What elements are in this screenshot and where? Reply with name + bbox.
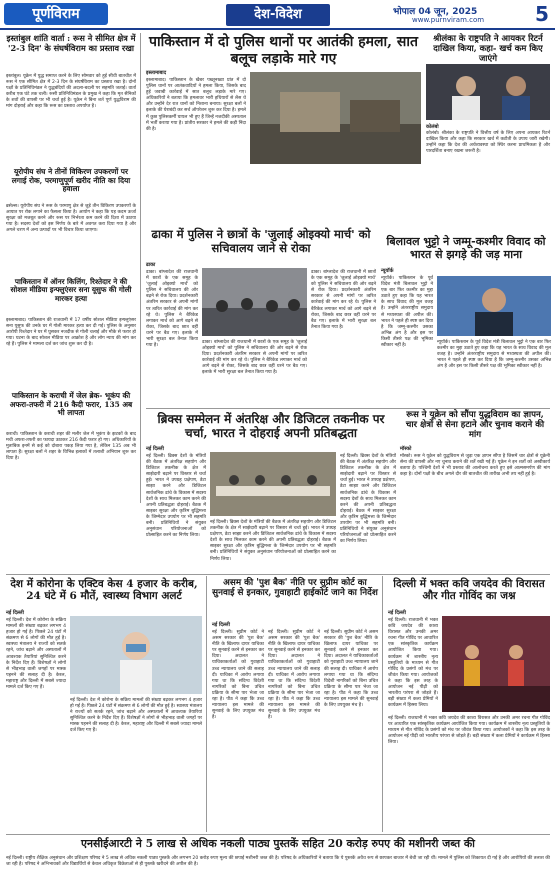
byline-jaydev: नई दिल्ली: [388, 610, 406, 616]
article-body-bilawal-cont: न्यूयॉर्क। पाकिस्तान के पूर्व विदेश मंत्री बिलावल भुट्टो ने एक बार फिर कश्मीर का मुद्दा उठाते हुए कहा कि यह भारत के साथ विवाद की मूल वजह है। उन्होंने अंतरराष्ट्रीय समुदाय से मध्यस्थता की अपील की। भारत ने पहले ही स्पष्ट कर दिया है कि जम्मू-कश्मीर उसका अभिन्न अंग है और इस पर किसी तीसरे पक्ष की भूमिका स्वीकार नहीं है।: [437, 340, 553, 370]
article-body-assam-col2: नई दिल्ली। सुप्रीम कोर्ट ने असम सरकार की 'पुश बैक' नीति के खिलाफ दायर याचिका पर सुनवाई करने से इनकार कर दिया। अदालत ने याचिकाकर्ताओं को गुवाहाटी उच्च न्यायालय जाने की सलाह दी। याचिका में आरोप लगाया गया था कि संदिग्ध विदेशी नागरिकों को बिना उचित प्रक्रिया के सीमा पार भेजा जा रहा है। पीठ ने कहा कि उच्च न्यायालय इस मामले की सुनवाई के लिए उपयुक्त मंच है।: [268, 630, 322, 721]
headline-pakistan-police[interactable]: पाकिस्तान में दो पुलिस थानों पर आतंकी हमला, सात बलूच लड़ाके मारे गए: [149, 34, 418, 67]
photo-icon: [210, 452, 336, 516]
photo-icon: [70, 616, 202, 694]
photo-jaydev-dance: [442, 616, 550, 712]
headline-srilanka[interactable]: श्रीलंका के राष्ट्रपति ने आयकर रिटर्न दाखिल किया, कहा- खर्च कम किए जाएंगे: [433, 34, 543, 65]
photo-bilawal: [437, 276, 551, 336]
headline-russia-talks[interactable]: इस्तांबुल शांति वार्ता : रूस ने सीमित क्षेत्र में '2-3 दिन' के संघर्षविराम का प्रस्ताव रखा: [6, 33, 136, 53]
headline-jailbreak[interactable]: पाकिस्तान के कराची में जेल ब्रेक- भूकंप की अफरा-तफरी में 216 कैदी फरार, 135 अब भी लापता: [9, 391, 133, 418]
article-body-srilanka: कोलंबो। श्रीलंका के राष्ट्रपति ने वित्तीय वर्ष के लिए अपना आयकर रिटर्न दाखिल किया और कहा कि सरकार खर्च में कटौती के उपाय जारी रखेगी। उन्होंने कहा कि देश की अर्थव्यवस्था को स्थिर करना प्राथमिकता है और पारदर्शिता बनाए रखना जरूरी है।: [426, 131, 552, 155]
headline-ncert[interactable]: एनसीईआरटी ने 5 लाख से अधिक नकली पाठ्य पुस्तकें सहित 20 करोड़ रुपए की मशीनरी जब्त की: [81, 837, 475, 850]
byline-srilanka: कोलंबो: [426, 124, 439, 130]
article-body-assam: नई दिल्ली। सुप्रीम कोर्ट ने असम सरकार की 'पुश बैक' नीति के खिलाफ दायर याचिका पर सुनवाई करने से इनकार कर दिया। अदालत ने याचिकाकर्ताओं को गुवाहाटी उच्च न्यायालय जाने की सलाह दी। याचिका में आरोप लगाया गया था कि संदिग्ध विदेशी नागरिकों को बिना उचित प्रक्रिया के सीमा पार भेजा जा रहा है। पीठ ने कहा कि उच्च न्यायालय इस मामले की सुनवाई के लिए उपयुक्त मंच है।: [212, 630, 266, 721]
photo-police-station: [250, 72, 421, 164]
photo-icon: [437, 276, 551, 336]
article-body-dhaka-col3: ढाका। बांग्लादेश की राजधानी में छात्रों के एक समूह के 'जुलाई ओइक्यो मार्च' को पुलिस ने सचिवालय की ओर बढ़ने से रोक दिया। प्रदर्शनकारी अंतरिम सरकार से अपनी मांगों पर त्वरित कार्रवाई की मांग कर रहे थे। पुलिस ने बैरिकेड लगाकर मार्च को आगे बढ़ने से रोका, जिसके बाद छात्र वहीं धरने पर बैठ गए। इलाके में भारी सुरक्षा बल तैनात किया गया है।: [311, 270, 378, 330]
byline-dhaka: ढाका: [146, 262, 156, 268]
headline-russia-ukraine[interactable]: रूस ने यूक्रेन को सौंपा युद्धविराम का ज्ञापन, चार क्षेत्रों से सेना हटाने और चुनाव कराने की मांग: [405, 410, 545, 441]
column-divider: [382, 576, 383, 832]
article-body-russia-talks: इस्तांबुल। यूक्रेन में युद्ध समाप्त करने के लिए सोमवार को हुई सीधी बातचीत में रूस ने एक सीमित क्षेत्र में 2-3 दिन के संघर्षविराम का प्रस्ताव रखा है। दोनों पक्षों के प्रतिनिधिमंडल ने युद्धबंदियों की अदला-बदली पर सहमति जताई। वार्ता करीब एक घंटे तक चली। रूसी प्रतिनिधिमंडल के प्रमुख ने कहा कि मृत सैनिकों के शवों की वापसी पर भी चर्चा हुई है। यूक्रेन ने बिना शर्त पूर्ण युद्धविराम की मांग दोहराई और कहा कि रूस का प्रस्ताव अपर्याप्त है।: [6, 74, 138, 110]
article-body-pakistan-police: इस्लामाबाद। पाकिस्तान के खैबर पख्तूनख्वा प्रांत में दो पुलिस थानों पर आतंकवादियों ने हमला किया, जिसके बाद हुई जवाबी कार्रवाई में सात बलूच लड़ाके मारे गए। अधिकारियों ने बताया कि हमलावर भारी हथियारों से लैस थे और उन्होंने देर रात थानों को निशाना बनाया। सुरक्षा बलों ने इलाके की घेराबंदी कर सर्च ऑपरेशन शुरू कर दिया है। हमले में कुछ पुलिसकर्मी घायल भी हुए हैं जिन्हें नजदीकी अस्पताल में भर्ती कराया गया है। प्रांतीय सरकार ने हमले की कड़ी निंदा की है।: [146, 78, 248, 132]
photo-icon: [202, 268, 307, 336]
article-body-jailbreak: कराची। पाकिस्तान के कराची शहर की मलीर जेल में भूकंप के झटकों के बाद मची अफरा-तफरी का फायदा उठाकर 216 कैदी फरार हो गए। अधिकारियों के मुताबिक इनमें से कई को दोबारा पकड़ लिया गया है, लेकिन 135 अब भी लापता हैं। सुरक्षा बलों ने शहर के विभिन्न इलाकों में तलाशी अभियान शुरू कर दिया है।: [6, 432, 138, 462]
headline-bilawal[interactable]: बिलावल भुट्टो ने जम्मू-कश्मीर विवाद को भारत से झगड़े की जड़ माना: [386, 235, 546, 261]
article-body-assam-col3: नई दिल्ली। सुप्रीम कोर्ट ने असम सरकार की 'पुश बैक' नीति के खिलाफ दायर याचिका पर सुनवाई करने से इनकार कर दिया। अदालत ने याचिकाकर्ताओं को गुवाहाटी उच्च न्यायालय जाने की सलाह दी। याचिका में आरोप लगाया गया था कि संदिग्ध विदेशी नागरिकों को बिना उचित प्रक्रिया के सीमा पार भेजा जा रहा है। पीठ ने कहा कि उच्च न्यायालय इस मामले की सुनवाई के लिए उपयुक्त मंच है।: [324, 630, 380, 709]
newspaper-logo[interactable]: पूर्णविराम: [4, 3, 108, 25]
headline-jaydev[interactable]: दिल्ली में भक्त कवि जयदेव की विरासत और गीत गोविंद का जश्न: [393, 578, 545, 603]
section-divider: [146, 408, 550, 409]
headline-assam[interactable]: असम की 'पुश बैक' नीति पर सुप्रीम कोर्ट का सुनवाई से इनकार, गुवाहाटी हाईकोर्ट जाने का निर्देश: [212, 578, 378, 599]
byline-brics: नई दिल्ली: [146, 446, 164, 452]
article-body-covid-cont: नई दिल्ली। देश में कोरोना के सक्रिय मामलों की संख्या बढ़कर लगभग 4 हजार हो गई है। पिछले 24 घंटों में संक्रमण से 6 लोगों की मौत हुई है। स्वास्थ्य मंत्रालय ने राज्यों को सतर्क रहने, जांच बढ़ाने और अस्पतालों में आवश्यक तैयारियां सुनिश्चित करने के निर्देश दिए हैं। विशेषज्ञों ने लोगों से भीड़भाड़ वाली जगहों पर मास्क पहनने की सलाह दी है। केरल, महाराष्ट्र और दिल्ली में सबसे ज्यादा मामले दर्ज किए गए हैं।: [70, 698, 204, 734]
byline-bilawal: न्यूयॉर्क: [381, 268, 394, 274]
byline-russia-ukraine: मॉस्को: [400, 446, 412, 452]
article-body-dhaka: ढाका। बांग्लादेश की राजधानी में छात्रों के एक समूह के 'जुलाई ओइक्यो मार्च' को पुलिस ने सचिवालय की ओर बढ़ने से रोक दिया। प्रदर्शनकारी अंतरिम सरकार से अपनी मांगों पर त्वरित कार्रवाई की मांग कर रहे थे। पुलिस ने बैरिकेड लगाकर मार्च को आगे बढ़ने से रोका, जिसके बाद छात्र वहीं धरने पर बैठ गए। इलाके में भारी सुरक्षा बल तैनात किया गया है।: [146, 270, 200, 349]
article-body-brics-col3: नई दिल्ली। ब्रिक्स देशों के मंत्रियों की बैठक में अंतरिक्ष सहयोग और डिजिटल तकनीक के क्षेत्र में साझेदारी बढ़ाने पर विस्तार से चर्चा हुई। भारत ने उपग्रह प्रक्षेपण, डेटा साझा करने और डिजिटल सार्वजनिक ढांचे के विकास में सदस्य देशों के साथ मिलकर काम करने की अपनी प्रतिबद्धता दोहराई। बैठक में साइबर सुरक्षा और कृत्रिम बुद्धिमत्ता के जिम्मेदार उपयोग पर भी सहमति बनी। प्रतिनिधियों ने संयुक्त अनुसंधान परियोजनाओं को प्रोत्साहित करने का निर्णय लिया।: [340, 454, 398, 545]
column-divider: [140, 33, 141, 503]
article-body-bilawal: न्यूयॉर्क। पाकिस्तान के पूर्व विदेश मंत्री बिलावल भुट्टो ने एक बार फिर कश्मीर का मुद्दा उठाते हुए कहा कि यह भारत के साथ विवाद की मूल वजह है। उन्होंने अंतरराष्ट्रीय समुदाय से मध्यस्थता की अपील की। भारत ने पहले ही स्पष्ट कर दिया है कि जम्मू-कश्मीर उसका अभिन्न अंग है और इस पर किसी तीसरे पक्ष की भूमिका स्वीकार नहीं है।: [381, 276, 435, 349]
section-divider: [6, 834, 550, 835]
article-body-russia-ukraine: मॉस्को। रूस ने यूक्रेन को युद्धविराम से जुड़ा एक ज्ञापन सौंपा है जिसमें चार क्षेत्रों से यूक्रेनी सेना की वापसी और नए चुनाव कराने की शर्तें रखी गई हैं। यूक्रेन ने इन शर्तों को अस्वीकार्य बताया है। पश्चिमी देशों ने भी प्रस्ताव की आलोचना करते हुए इसे आत्मसमर्पण की मांग कहा है। दोनों पक्षों के बीच अगले दौर की बातचीत की तारीख अभी तय नहीं हुई है।: [400, 454, 552, 478]
edition-date: भोपाल 04 जून, 2025: [393, 7, 478, 17]
headline-dhaka-march[interactable]: ढाका में पुलिस ने छात्रों के 'जुलाई ओइक्यो मार्च' को सचिवालय जाने से रोका: [151, 227, 371, 255]
headline-brics[interactable]: ब्रिक्स सम्मेलन में अंतरिक्ष और डिजिटल तकनीक पर चर्चा, भारत ने दोहराई अपनी प्रतिबद्धता: [157, 412, 385, 441]
article-body-brics: नई दिल्ली। ब्रिक्स देशों के मंत्रियों की बैठक में अंतरिक्ष सहयोग और डिजिटल तकनीक के क्षेत्र में साझेदारी बढ़ाने पर विस्तार से चर्चा हुई। भारत ने उपग्रह प्रक्षेपण, डेटा साझा करने और डिजिटल सार्वजनिक ढांचे के विकास में सदस्य देशों के साथ मिलकर काम करने की अपनी प्रतिबद्धता दोहराई। बैठक में साइबर सुरक्षा और कृत्रिम बुद्धिमत्ता के जिम्मेदार उपयोग पर भी सहमति बनी। प्रतिनिधियों ने संयुक्त अनुसंधान परियोजनाओं को प्रोत्साहित करने का निर्णय लिया।: [146, 454, 208, 539]
page-number: 5: [535, 2, 549, 26]
photo-dhaka-protest: [202, 268, 307, 336]
photo-icon: [426, 64, 550, 120]
article-body-honor-killing: इस्लामाबाद। पाकिस्तान की राजधानी में 17 वर्षीय सोशल मीडिया इन्फ्लुएंसर सना यूसुफ की उनके घर में गोली मारकर हत्या कर दी गई। पुलिस के अनुसार आरोपी रिश्तेदार ने घर में घुसकर नजदीक से गोली चलाई और मौके से फरार हो गया। घटना के बाद सोशल मीडिया पर आक्रोश है और लोग न्याय की मांग कर रहे हैं। पुलिस ने मामला दर्ज कर जांच शुरू कर दी है।: [6, 318, 138, 348]
article-body-eu-ban: ब्रसेल्स। यूरोपीय संघ ने रूस के परमाणु क्षेत्र से जुड़े तीन विकिरण उपकरणों के आयात पर रोक लगाने का फैसला किया है। आयोग ने कहा कि यह कदम ऊर्जा सुरक्षा को मजबूत करने और रूस पर निर्भरता कम करने की दिशा में उठाया गया है। सदस्य देशों को इस निर्णय के बारे में अवगत करा दिया गया है और अगले चरण में अन्य उत्पादों पर भी विचार किया जाएगा।: [6, 204, 138, 234]
photo-icon: [442, 616, 550, 712]
headline-honor-killing[interactable]: पाकिस्तान में ऑनर किलिंग, रिश्तेदार ने की सोशल मीडिया इन्फ्लुएंसर सना यूसुफ की गोली मारकर हत्या: [10, 277, 132, 303]
section-label[interactable]: देश-विदेश: [226, 4, 330, 26]
byline-covid: नई दिल्ली: [6, 610, 24, 616]
column-divider: [206, 576, 207, 832]
headline-covid[interactable]: देश में कोरोना के एक्टिव केस 4 हजार के करीब, 24 घंटे में 6 मौतें, स्वास्थ्य विभाग अलर्ट: [10, 578, 198, 603]
photo-srilanka: [426, 64, 550, 120]
article-body-ncert: नई दिल्ली। राष्ट्रीय शैक्षिक अनुसंधान और प्रशिक्षण परिषद ने 5 लाख से अधिक नकली पाठ्य पुस्तकें और लगभग 20 करोड़ रुपए मूल्य की छपाई मशीनरी जब्त की है। परिषद के अधिकारियों ने बताया कि ये पुस्तकें अवैध रूप से छापकर बाजार में बेची जा रही थीं। मामले में पुलिस को शिकायत दी गई है और आरोपियों की तलाश की जा रही है। परिषद ने अभिभावकों और विद्यार्थियों से केवल अधिकृत विक्रेताओं से ही पुस्तकें खरीदने की अपील की है।: [6, 856, 552, 868]
photo-brics-meeting: [210, 452, 336, 516]
photo-icon: [250, 72, 421, 164]
byline-pakistan-police: इस्लामाबाद: [146, 70, 167, 76]
article-body-jaydev: नई दिल्ली। राजधानी में भक्त कवि जयदेव की काव्य विरासत और उनकी अमर रचना गीत गोविंद पर आधारित एक सांस्कृतिक कार्यक्रम आयोजित किया गया। कार्यक्रम में शास्त्रीय नृत्य प्रस्तुतियों के माध्यम से गीत गोविंद के प्रसंगों को मंच पर जीवंत किया गया। आयोजकों ने कहा कि इस तरह के आयोजन नई पीढ़ी को भारतीय परंपरा से जोड़ते हैं। बड़ी संख्या में कला प्रेमियों ने कार्यक्रम में हिस्सा लिया।: [388, 618, 440, 709]
article-body-covid: नई दिल्ली। देश में कोरोना के सक्रिय मामलों की संख्या बढ़कर लगभग 4 हजार हो गई है। पिछले 24 घंटों में संक्रमण से 6 लोगों की मौत हुई है। स्वास्थ्य मंत्रालय ने राज्यों को सतर्क रहने, जांच बढ़ाने और अस्पतालों में आवश्यक तैयारियां सुनिश्चित करने के निर्देश दिए हैं। विशेषज्ञों ने लोगों से भीड़भाड़ वाली जगहों पर मास्क पहनने की सलाह दी है। केरल, महाराष्ट्र और दिल्ली में सबसे ज्यादा मामले दर्ज किए गए हैं।: [6, 618, 68, 691]
byline-assam: नई दिल्ली: [212, 622, 230, 628]
photo-covid-lab: [70, 616, 202, 694]
website-url[interactable]: www.purnviram.com: [412, 16, 485, 24]
article-body-dhaka-cont: ढाका। बांग्लादेश की राजधानी में छात्रों के एक समूह के 'जुलाई ओइक्यो मार्च' को पुलिस ने सचिवालय की ओर बढ़ने से रोक दिया। प्रदर्शनकारी अंतरिम सरकार से अपनी मांगों पर त्वरित कार्रवाई की मांग कर रहे थे। पुलिस ने बैरिकेड लगाकर मार्च को आगे बढ़ने से रोका, जिसके बाद छात्र वहीं धरने पर बैठ गए। इलाके में भारी सुरक्षा बल तैनात किया गया है।: [202, 340, 309, 376]
article-body-brics-cont: नई दिल्ली। ब्रिक्स देशों के मंत्रियों की बैठक में अंतरिक्ष सहयोग और डिजिटल तकनीक के क्षेत्र में साझेदारी बढ़ाने पर विस्तार से चर्चा हुई। भारत ने उपग्रह प्रक्षेपण, डेटा साझा करने और डिजिटल सार्वजनिक ढांचे के विकास में सदस्य देशों के साथ मिलकर काम करने की अपनी प्रतिबद्धता दोहराई। बैठक में साइबर सुरक्षा और कृत्रिम बुद्धिमत्ता के जिम्मेदार उपयोग पर भी सहमति बनी। प्रतिनिधियों ने संयुक्त अनुसंधान परियोजनाओं को प्रोत्साहित करने का निर्णय लिया।: [210, 520, 338, 562]
section-divider: [6, 574, 550, 575]
headline-eu-ban[interactable]: यूरोपीय संघ ने तीनों विकिरण उपकरणों पर लगाई रोक, परमाणुपूर्ण खरीद नीति का दिया हवाला: [11, 167, 131, 194]
article-body-jaydev-cont: नई दिल्ली। राजधानी में भक्त कवि जयदेव की काव्य विरासत और उनकी अमर रचना गीत गोविंद पर आधारित एक सांस्कृतिक कार्यक्रम आयोजित किया गया। कार्यक्रम में शास्त्रीय नृत्य प्रस्तुतियों के माध्यम से गीत गोविंद के प्रसंगों को मंच पर जीवंत किया गया। आयोजकों ने कहा कि इस तरह के आयोजन नई पीढ़ी को भारतीय परंपरा से जोड़ते हैं। बड़ी संख्या में कला प्रेमियों ने कार्यक्रम में हिस्सा लिया।: [388, 716, 552, 746]
